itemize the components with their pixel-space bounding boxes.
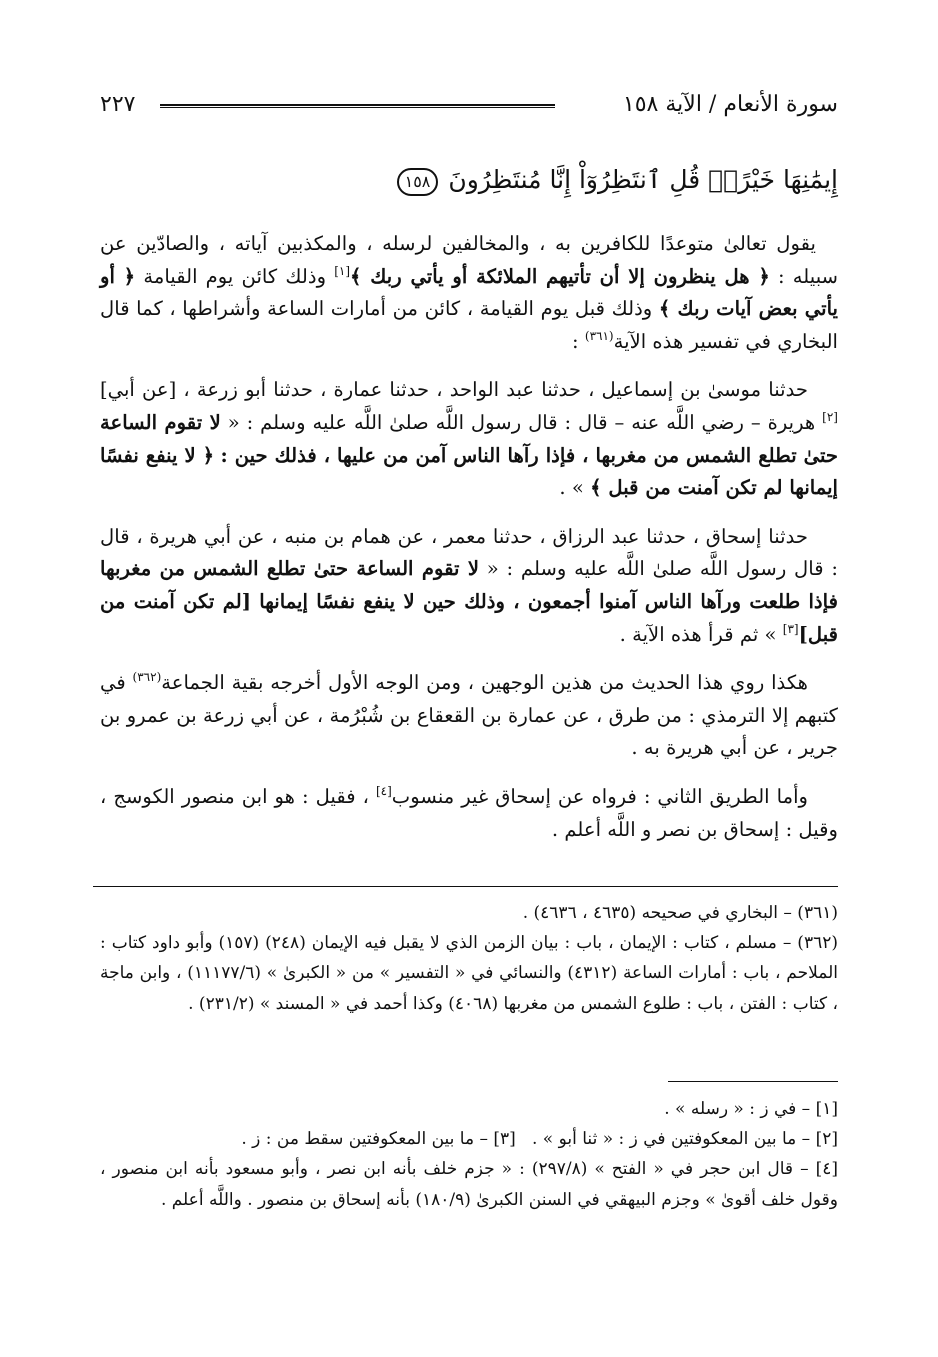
reference-marker-362: (٣٦٢) (132, 670, 162, 685)
paragraph-4 (100, 667, 838, 765)
para1-verse2: ﴿ أو يأتي بعض آيات ربك ﴾ (100, 264, 838, 321)
para5-text2: ، فقيل : هو ابن منصور الكوسج ، وقيل : إسحاق بن نصر و اللَّه أعلم . (100, 784, 838, 841)
verse-text: إِيمَٰنِهَا خَيْرًاۗ قُلِ ٱنتَظِرُوٓاْ إِنَّا مُنتَظِرُونَ (448, 165, 838, 194)
header-rule (160, 104, 555, 108)
para3-hadith: لا تقوم الساعة حتىٰ تطلع الشمس من مغربها فإذا طلعت ورآها الناس آمنوا أجمعون ، وذلك حين لا ينفع نفسًا إيمانها [لم تكن آمنت من قبل] (100, 557, 838, 646)
footnote-marker-3: [٣] (782, 621, 799, 636)
para2-end: » . (559, 476, 584, 500)
footnote-divider-2 (668, 1081, 838, 1082)
para2-text2: هريرة – رضي اللَّه عنه – قال : قال رسول اللَّه صلىٰ اللَّه عليه وسلم : « (227, 410, 816, 434)
quran-verse (404, 158, 838, 202)
footnote-bracket-2-3: [٢] – ما بين المعكوفتين في ز : « ثنا أبو » . [٣] – ما بين المعكوفتين سقط من : ز . (241, 1129, 838, 1150)
para3-text1: حدثنا إسحاق ، حدثنا عبد الرزاق ، حدثنا معمر ، عن همام بن منبه ، عن أبي هريرة ، قال : قال رسول اللَّه صلىٰ اللَّه عليه وسلم : « (100, 524, 838, 581)
footnote-marker-4: [٤] (375, 783, 392, 798)
para1-text1: يقول تعالىٰ متوعدًا للكافرين به ، والمخالفين لرسله ، والمكذبين آياته ، والصادّين عن سبيله : (100, 232, 839, 288)
footnote-bracket-4: [٤] – قال ابن حجر في « الفتح » (٢٩٧/٨) : « جزم خلف بأنه ابن نصر ، وأبو مسعود بأنه ابن منصور ، وقول خلف أقوىٰ » وجزم البيهقي في السنن الكبرىٰ (١٨٠/٩) بأنه إسحاق بن منصور . واللَّه أعلم . (100, 1159, 838, 1210)
para1-text3: وذلك قبل يوم القيامة ، كائن من أمارات الساعة وأشراطها ، كما قال البخاري في تفسير هذه الآية (100, 297, 838, 353)
reference-marker-361: (٣٦١) (584, 328, 614, 343)
verse-number-medallion: ١٥٨ (397, 168, 439, 196)
para2-verse: ﴿ لا ينفع نفسًا إيمانها لم تكن آمنت من قبل ﴾ (100, 443, 838, 500)
para1-verse1: ﴿ هل ينظرون إلا أن تأتيهم الملائكة أو يأتي ربك ﴾ (350, 264, 770, 288)
running-header-surah: سورة الأنعام / الآية ١٥٨ (622, 92, 838, 117)
para3-text2: » ثم قرأ هذه الآية . (619, 622, 777, 646)
para5-text1: وأما الطريق الثاني : فرواه عن إسحاق غير منسوب (391, 784, 808, 808)
para2-text1: حدثنا موسىٰ بن إسماعيل ، حدثنا عبد الواحد ، حدثنا عمارة ، حدثنا أبو زرعة ، [عن أبي] (100, 378, 808, 402)
footnote-361: (٣٦١) – البخاري في صحيحه (٤٦٣٥ ، ٤٦٣٦) . (522, 903, 838, 923)
footnote-marker-2: [٢] (822, 409, 838, 424)
footnote-362: (٣٦٢) – مسلم ، كتاب : الإيمان ، باب : بيان الزمن الذي لا يقبل فيه الإيمان (٢٤٨) (١٥٧) وأبو داود كتاب : الملاحم ، باب : أمارات الساعة (٤٣١٢) والنسائي في « التفسير » من « الكبرىٰ » (١١١٧٧/٦) ، وابن ماجة ، كتاب : الفتن ، باب : طلوع الشمس من مغربها (٤٠٦٨) وكذا أحمد في « المسند » (٢٣١/٢) . (100, 933, 838, 1014)
paragraph-3 (100, 521, 838, 651)
para4-text2: في كتبهم إلا الترمذي : من طرق ، عن عمارة بن القعقاع بن شُبْرُمة ، عن أبي زرعة بن عمرو بن جرير ، عن أبي هريرة به . (100, 671, 838, 760)
page-number: ٢٢٧ (100, 92, 136, 117)
bracketed-footnotes (100, 1094, 838, 1215)
para2-hadith: لا تقوم الساعة حتىٰ تطلع الشمس من مغربها ، فإذا رآها الناس آمن من عليها ، فذلك حين : (100, 410, 839, 467)
footnote-bracket-1: [١] – في ز : « رسله » . (664, 1099, 838, 1119)
para1-text2: وذلك كائن يوم القيامة (143, 264, 327, 288)
paragraph-2 (100, 374, 838, 504)
main-text (100, 228, 838, 862)
para4-text1: هكذا روي هذا الحديث من هذين الوجهين ، ومن الوجه الأول أخرجه بقية الجماعة (161, 671, 808, 695)
footnote-marker-1: [١] (334, 263, 351, 278)
paragraph-1 (100, 228, 838, 358)
footnote-divider-1 (93, 886, 838, 887)
para1-colon: : (572, 329, 579, 353)
paragraph-5 (100, 781, 838, 846)
numbered-footnotes (100, 898, 838, 1019)
